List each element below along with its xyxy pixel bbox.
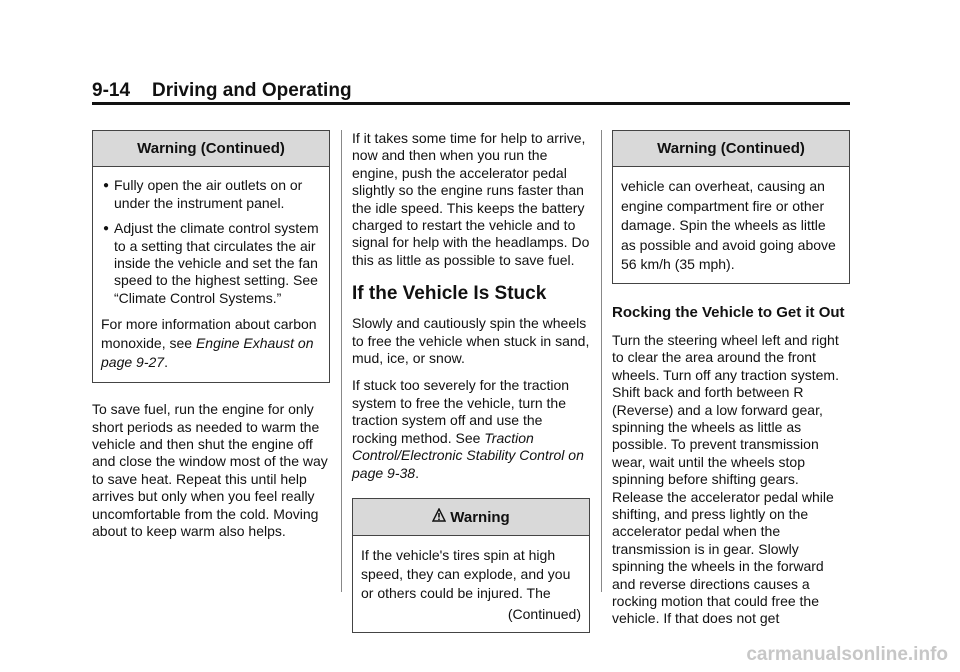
body-paragraph: If it takes some time for help to arrive, now and then when you run the engine, push the accelerator pedal slightly so the engine runs faster than the idle speed. This keeps the battery charged to restart the vehicle and to signal for help with the headlamps. Do this as little as possible to save fuel. xyxy=(352,130,590,268)
body-paragraph: To save fuel, run the engine for only short periods as needed to warm the vehicle and then shut the engine off and close the window most of the way to save heat. Repeat this until help arrives but only when you feel really uncomfortable from the cold. Moving about to keep warm also helps. xyxy=(92,401,328,540)
engine-exhaust-link[interactable]: Engine Exhaust on page 9-27 xyxy=(101,335,314,371)
warning-box-title: Warning (Continued) xyxy=(93,131,329,167)
column-3 xyxy=(612,130,850,638)
page-header xyxy=(92,80,352,102)
section-title: Driving and Operating xyxy=(152,80,352,101)
list-item: ● Fully open the air outlets on or under the instrument panel. xyxy=(103,177,303,211)
header-rule xyxy=(92,102,850,105)
warning-box xyxy=(352,498,590,633)
section-heading: If the Vehicle Is Stuck xyxy=(352,283,547,305)
watermark: carmanualsonline.info xyxy=(746,644,948,665)
warning-box-title: Warning (Continued) xyxy=(613,131,849,167)
column-2 xyxy=(352,130,590,633)
warning-text: vehicle can overheat, causing an engine compartment fire or other damage. Spin the wheels as little as possible and avoid going above 56 km/h (35 mph). xyxy=(621,178,836,273)
body-paragraph: Slowly and cautiously spin the wheels to free the vehicle when stuck in sand, mud, ice, or snow. xyxy=(352,315,590,367)
warning-box-continued xyxy=(92,130,330,383)
column-divider xyxy=(341,130,342,592)
warning-triangle-icon xyxy=(432,508,446,526)
body-paragraph: Turn the steering wheel left and right to clear the area around the front wheels. Turn off any traction system. Shift back and forth between R (Reverse) and a low forward gear, spinning the wheels as little as possible. To prevent transmission wear, wait until the wheels stop spinning before shifting gears. Release the accelerator pedal while shifting, and press lightly on the accelerator pedal when the transmission is in gear. Slowly spinning the wheels in the forward and reverse directions causes a rocking motion that could free the vehicle. If that does not get xyxy=(612,331,839,627)
list-item: ● Adjust the climate control system to a setting that circulates the air inside the vehicle and set the fan speed to the highest setting. See “Climate Control Systems.” xyxy=(103,220,319,306)
column-divider xyxy=(601,130,602,592)
bullet-icon: ● xyxy=(103,180,110,192)
warning-box-continued xyxy=(612,130,850,284)
more-info-text: For more information about carbon monoxide, see Engine Exhaust on page 9-27. xyxy=(101,316,317,371)
section-heading: Rocking the Vehicle to Get it Out xyxy=(612,303,845,321)
page-number: 9-14 xyxy=(92,80,131,101)
column-1 xyxy=(92,130,330,551)
warning-box-title: Warning xyxy=(353,499,589,536)
bullet-icon: ● xyxy=(103,223,110,235)
warning-text: If the vehicle's tires spin at high speed, they can explode, and you or others could be injured. The xyxy=(361,547,571,602)
continued-label: (Continued) xyxy=(507,606,581,623)
body-paragraph: If stuck too severely for the traction system to free the vehicle, turn the traction system off and use the rocking method. See Traction Control/Electronic Stability Control on page 9-38. xyxy=(352,377,584,481)
traction-control-link[interactable]: Traction Control/Electronic Stability Control on page 9-38 xyxy=(352,429,584,481)
